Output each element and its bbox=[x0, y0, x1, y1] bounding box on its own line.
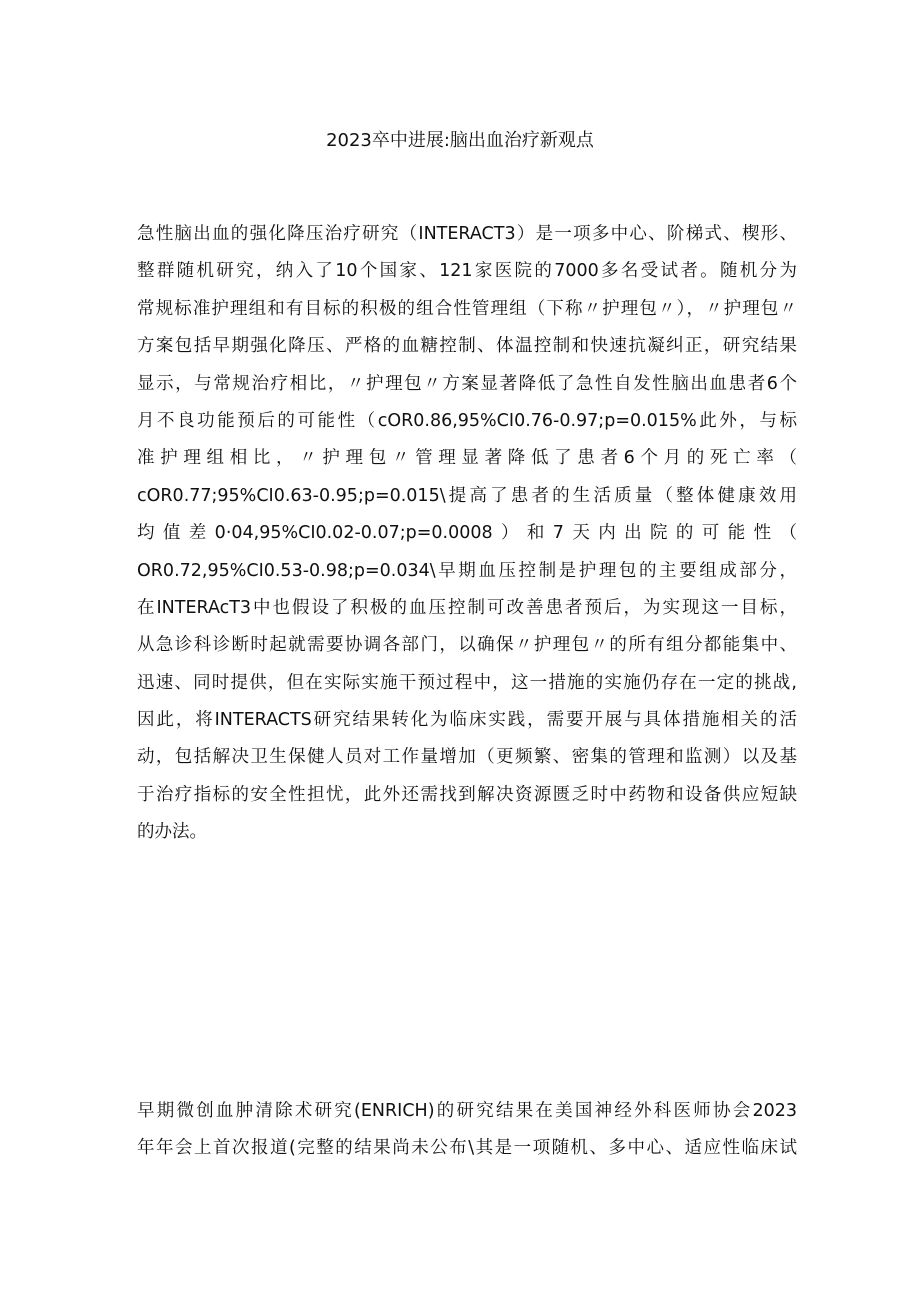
text-line: 的办法。 bbox=[137, 822, 207, 843]
text-line: 常规标准护理组和有目标的积极的组合性管理组（下称〃护理包〃），〃护理包〃 bbox=[137, 298, 797, 319]
text-line: 急性脑出血的强化降压治疗研究（INTERACT3）是一项多中心、阶梯式、楔形、 bbox=[137, 224, 797, 244]
paragraph-enrich bbox=[137, 1093, 797, 1168]
text-line: 整群随机研究，纳入了10个国家、121家医院的7000多名受试者。随机分为 bbox=[137, 261, 797, 282]
text-line: 均值差0·04,95%CI0.02-0.07;p=0.0008）和7天内出院的可能性（ bbox=[137, 523, 797, 544]
text-line: 年年会上首次报道(完整的结果尚未公布\其是一项随机、多中心、适应性临床试 bbox=[137, 1138, 797, 1159]
text-line: 方案包括早期强化降压、严格的血糖控制、体温控制和快速抗凝纠正，研究结果 bbox=[137, 336, 797, 357]
text-line: 于治疗指标的安全性担忧，此外还需找到解决资源匮乏时中药物和设备供应短缺 bbox=[137, 784, 797, 805]
text-line: 月不良功能预后的可能性（cOR0.86,95%CI0.76-0.97;p=0.015%此外，与标 bbox=[137, 410, 797, 431]
text-line: 因此，将INTERACTS研究结果转化为临床实践，需要开展与具体措施相关的活 bbox=[137, 710, 797, 731]
paragraph-interact3 bbox=[137, 216, 797, 852]
text-line: 显示，与常规治疗相比，〃护理包〃方案显著降低了急性自发性脑出血患者6个 bbox=[137, 373, 797, 394]
text-line: cOR0.77;95%CI0.63-0.95;p=0.015\提高了患者的生活质量（整体健康效用 bbox=[137, 485, 797, 506]
text-line: 从急诊科诊断时起就需要协调各部门，以确保〃护理包〃的所有组分都能集中、 bbox=[137, 635, 797, 656]
page-title: 2023卒中进展:脑出血治疗新观点 bbox=[326, 130, 594, 151]
text-line: 迅速、同时提供，但在实际实施干预过程中，这一措施的实施仍存在一定的挑战, bbox=[137, 672, 797, 693]
text-line: 准护理组相比，〃护理包〃管理显著降低了患者6个月的死亡率（ bbox=[137, 448, 797, 469]
text-line: OR0.72,95%CI0.53-0.98;p=0.034\早期血压控制是护理包的主要组成部分， bbox=[137, 560, 797, 581]
text-line: 在INTERAcT3中也假设了积极的血压控制可改善患者预后，为实现这一目标， bbox=[137, 597, 797, 618]
text-line: 动，包括解决卫生保健人员对工作量增加（更频繁、密集的管理和监测）以及基 bbox=[137, 747, 797, 768]
text-line: 早期微创血肿清除术研究(ENRICH)的研究结果在美国神经外科医师协会2023 bbox=[137, 1101, 797, 1121]
